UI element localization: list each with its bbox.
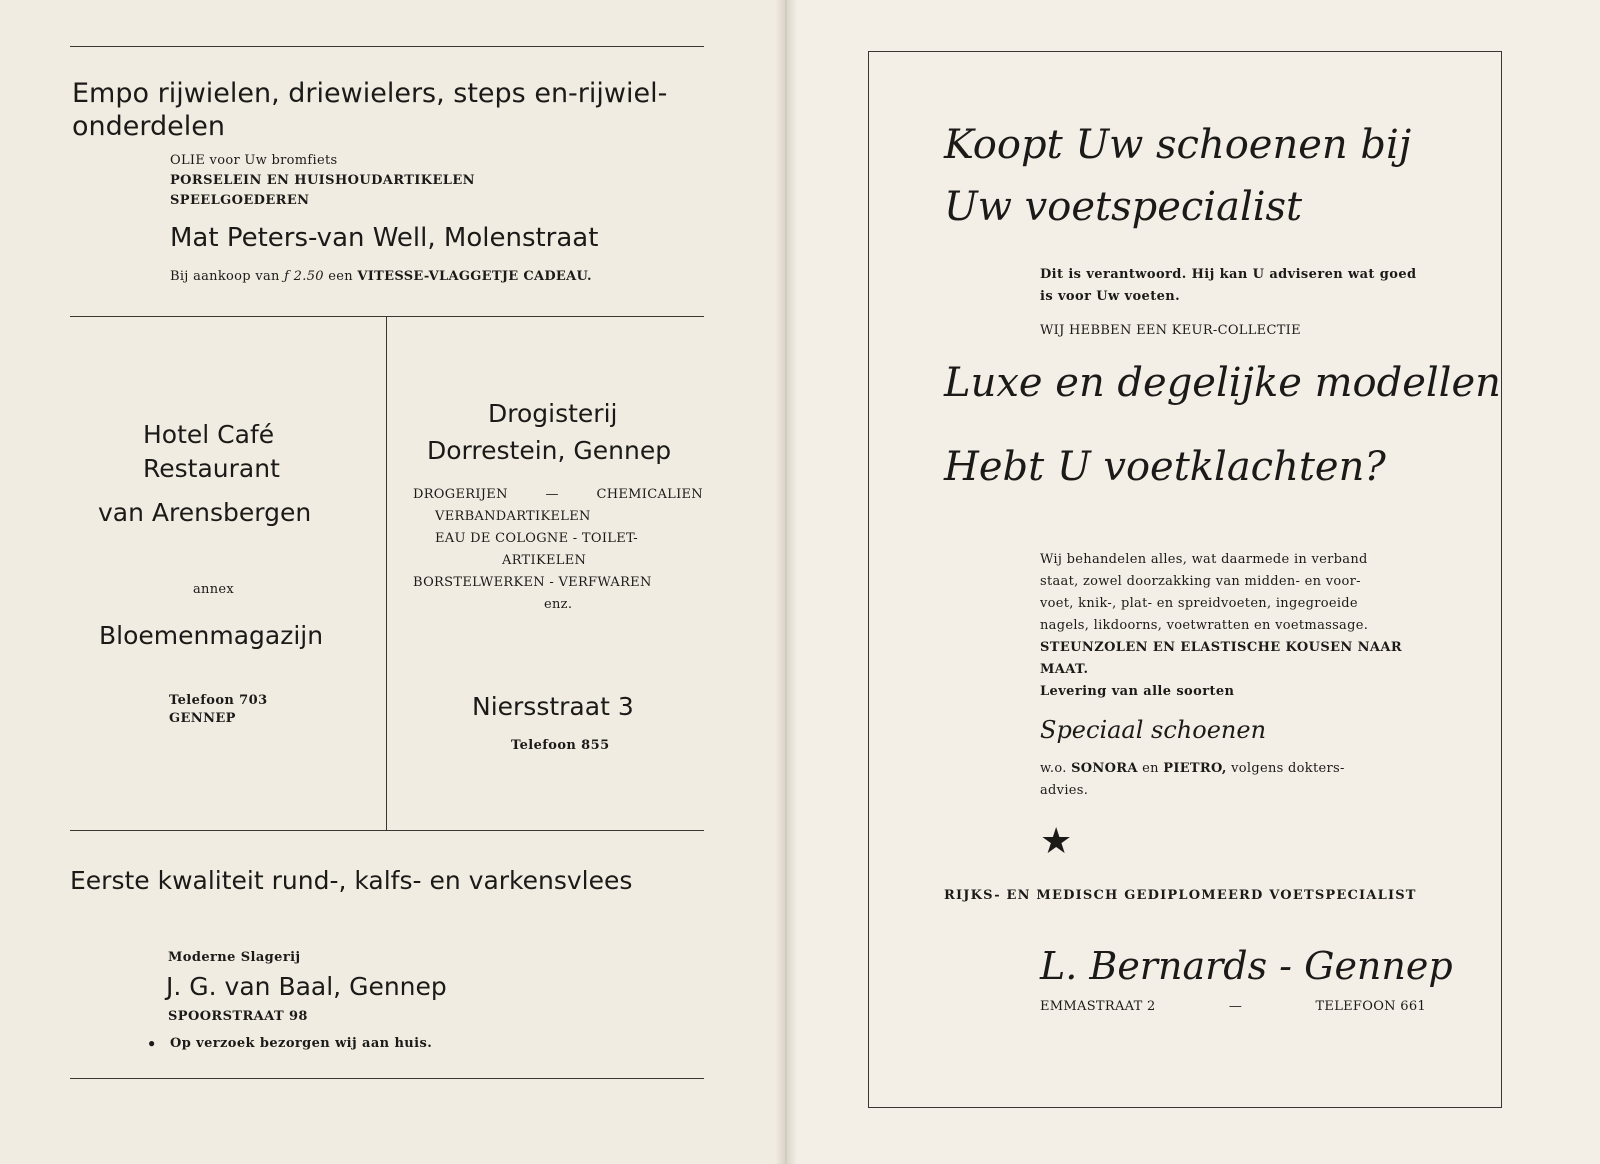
hotel-city: GENNEP	[169, 711, 236, 726]
bullet-icon: ●	[148, 1036, 156, 1050]
drogisterij-items-2: VERBANDARTIKELEN	[435, 509, 591, 524]
center-fold	[775, 0, 797, 1164]
empo-line-speelgoed: SPEELGOEDEREN	[170, 193, 310, 208]
bernards-collection: WIJ HEBBEN EEN KEUR-COLLECTIE	[1040, 323, 1301, 338]
hotel-phone: Telefoon 703	[169, 693, 268, 708]
bernards-treat-2: staat, zowel doorzakking van midden- en voor-	[1040, 574, 1361, 589]
bernards-shop-name: L. Bernards - Gennep	[1040, 944, 1453, 988]
bernards-treat-6: MAAT.	[1040, 662, 1089, 677]
empo-line-oil: OLIE voor Uw bromfiets	[170, 153, 338, 168]
star-icon: ★	[1040, 821, 1073, 862]
section-rule-1	[70, 316, 704, 317]
bernards-headline-4: Hebt U voetklachten?	[944, 444, 1386, 490]
hotel-line-2: Restaurant	[143, 454, 280, 483]
bernards-street: EMMASTRAAT 2	[1040, 999, 1156, 1014]
empo-offer	[170, 269, 592, 284]
slagerij-name: J. G. van Baal, Gennep	[166, 972, 447, 1001]
drogisterij-item-drogerijen: DROGERIJEN	[413, 487, 508, 502]
drogisterij-items-5: BORSTELWERKEN - VERFWAREN	[413, 575, 652, 590]
empo-headline-2: onderdelen	[72, 111, 225, 142]
drogisterij-items-4: ARTIKELEN	[502, 553, 587, 568]
bernards-treat-7: Levering van alle soorten	[1040, 684, 1235, 699]
empo-offer-price: ƒ 2.50	[284, 269, 324, 284]
bernards-treat-5: STEUNZOLEN EN ELASTISCHE KOUSEN NAAR	[1040, 640, 1403, 655]
empo-offer-bold: VITESSE-VLAGGETJE CADEAU.	[357, 269, 592, 284]
empo-line-porselein: PORSELEIN EN HUISHOUDARTIKELEN	[170, 173, 475, 188]
empo-offer-mid: een	[328, 269, 353, 284]
bernards-brands-2: advies.	[1040, 783, 1089, 798]
bernards-contact	[1040, 999, 1426, 1014]
bernards-dash: —	[1228, 999, 1243, 1014]
drogisterij-phone: Telefoon 855	[511, 738, 610, 753]
bernards-intro-1: Dit is verantwoord. Hij kan U adviseren wat goed	[1040, 267, 1417, 282]
bernards-brands-prefix: w.o.	[1040, 761, 1067, 776]
top-rule	[70, 46, 704, 47]
empo-shop-name: Mat Peters-van Well, Molenstraat	[170, 223, 599, 253]
bernards-headline-3: Luxe en degelijke modellen	[944, 360, 1501, 406]
slagerij-headline: Eerste kwaliteit rund-, kalfs- en varkensvlees	[70, 866, 633, 895]
slagerij-street: SPOORSTRAAT 98	[168, 1009, 308, 1024]
slagerij-note: Op verzoek bezorgen wij aan huis.	[170, 1036, 433, 1051]
drogisterij-item-dash: —	[545, 487, 559, 502]
bernards-intro-2: is voor Uw voeten.	[1040, 289, 1181, 304]
drogisterij-items-3: EAU DE COLOGNE - TOILET-	[435, 531, 638, 546]
bernards-brands-suffix: volgens dokters-	[1231, 761, 1345, 776]
bernards-treat-4: nagels, likdoorns, voetwratten en voetmassage.	[1040, 618, 1369, 633]
bernards-headline-1: Koopt Uw schoenen bij	[944, 122, 1412, 168]
bernards-brand-pietro: PIETRO,	[1163, 761, 1227, 776]
drogisterij-title-2: Dorrestein, Gennep	[427, 436, 672, 465]
bernards-treat-3: voet, knik-, plat- en spreidvoeten, ingegroeide	[1040, 596, 1358, 611]
bernards-brands-and: en	[1142, 761, 1159, 776]
empo-headline-1: Empo rijwielen, driewielers, steps en-rijwiel-	[72, 78, 668, 109]
bernards-headline-2: Uw voetspecialist	[944, 184, 1303, 230]
bernards-treat-1: Wij behandelen alles, wat daarmede in verband	[1040, 552, 1368, 567]
slagerij-label: Moderne Slagerij	[168, 950, 301, 965]
section-rule-2	[70, 830, 704, 831]
hotel-annex: annex	[193, 582, 235, 597]
column-divider	[386, 316, 387, 830]
bernards-credential: RIJKS- EN MEDISCH GEDIPLOMEERD VOETSPECIALIST	[944, 888, 1417, 903]
drogisterij-item-chemicalien: CHEMICALIEN	[596, 487, 703, 502]
bernards-brand-sonora: SONORA	[1071, 761, 1138, 776]
drogisterij-items-6: enz.	[544, 597, 573, 612]
hotel-line-4: Bloemenmagazijn	[99, 621, 324, 650]
drogisterij-address: Niersstraat 3	[472, 692, 634, 721]
bottom-rule	[70, 1078, 704, 1079]
empo-offer-prefix: Bij aankoop van	[170, 269, 280, 284]
hotel-line-1: Hotel Café	[143, 420, 275, 449]
bernards-brands	[1040, 761, 1345, 776]
hotel-line-3: van Arensbergen	[98, 498, 312, 527]
bernards-special: Speciaal schoenen	[1040, 716, 1267, 744]
bernards-phone: TELEFOON 661	[1315, 999, 1426, 1014]
drogisterij-items-1	[413, 487, 703, 502]
drogisterij-title-1: Drogisterij	[488, 399, 618, 428]
